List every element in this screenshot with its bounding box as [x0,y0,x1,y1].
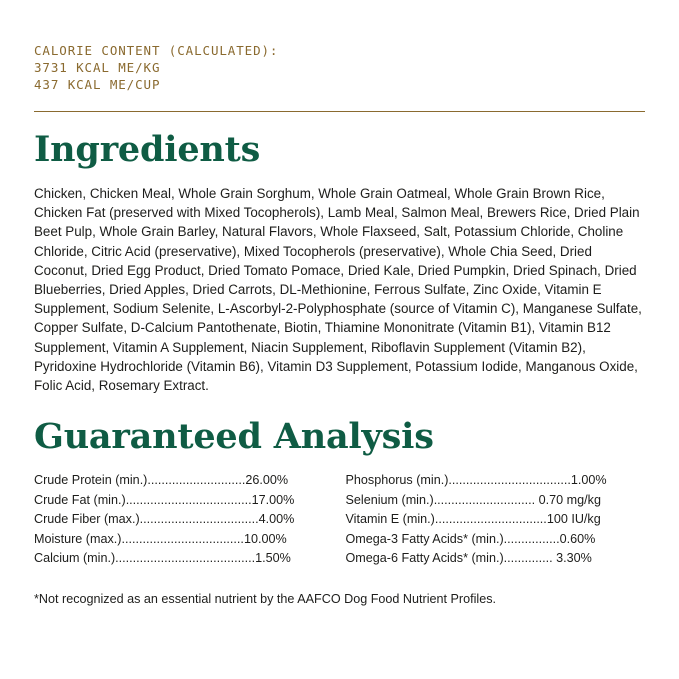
ga-value: 4.00% [258,512,295,527]
ga-value: 1.00% [570,473,607,488]
ga-label: Phosphorus (min.) [345,473,449,488]
guaranteed-analysis-title: Guaranteed Analysis [34,416,434,458]
ga-value: 3.30% [552,551,592,566]
calorie-content-block [34,0,645,93]
ga-label: Moisture (max.) [34,531,122,546]
table-row [346,471,646,491]
table-row [346,491,646,511]
ga-label: Calcium (min.) [34,551,116,566]
ga-dots: ................ [503,531,560,546]
table-row [346,549,646,569]
ga-label: Crude Protein (min.) [34,473,148,488]
aafco-footnote: *Not recognized as an essential nutrient by the AAFCO Dog Food Nutrient Profiles. [34,591,497,606]
ga-label: Crude Fat (min.) [34,492,126,507]
ga-value: 100 IU/kg [546,512,601,527]
ga-dots: ................................... [448,473,571,488]
ga-dots: ............................. [433,492,536,507]
table-row [34,491,340,511]
table-row [34,471,340,491]
table-row [346,510,646,530]
ga-dots: ........................................ [115,551,256,566]
calorie-kcal-per-cup: 437 KCAL ME/CUP [34,77,161,92]
ingredients-title: Ingredients [34,129,261,170]
ga-dots: .................................. [139,512,259,527]
ga-label: Crude Fiber (max.) [34,512,140,527]
table-row [34,530,340,550]
ga-value: 10.00% [243,531,287,546]
ga-dots: ............................ [147,473,246,488]
calorie-content-heading: CALORIE CONTENT (CALCULATED): [34,43,279,58]
ga-label: Selenium (min.) [345,492,434,507]
ga-dots: .................................... [125,492,252,507]
ga-label: Omega-3 Fatty Acids* (min.) [345,531,504,546]
guaranteed-analysis-column-right [340,471,646,569]
ga-label: Vitamin E (min.) [345,512,435,527]
ga-value: 0.70 mg/kg [535,492,601,507]
ga-label: Omega-6 Fatty Acids* (min.) [345,551,504,566]
divider-rule [34,111,645,112]
table-row [34,549,340,569]
calorie-kcal-per-kg: 3731 KCAL ME/KG [34,60,161,75]
ga-value: 17.00% [251,492,295,507]
guaranteed-analysis-table [34,471,645,569]
ga-value: 0.60% [559,531,596,546]
table-row [346,530,646,550]
ga-dots: ................................... [121,531,244,546]
ingredients-text: Chicken, Chicken Meal, Whole Grain Sorghum, Whole Grain Oatmeal, Whole Grain Brown Rice, Chicken Fat (preserved with Mixed Tocopherols), Lamb Meal, Salmon Meal, Brewers Rice, Dried Plain Beet Pulp, Whole Grain Barley, Natural Flavors, Whole Flaxseed, Salt, Potassium Chloride, Choline Chloride, Citric Acid (preservative), Mixed Tocopherols (preservative), Whole Chia Seed, Dried Coconut, Dried Egg Product, Dried Tomato Pomace, Dried Kale, Dried Pumpkin, Dried Spinach, Dried Blueberries, Dried Apples, Dried Carrots, DL-Methionine, Ferrous Sulfate, Zinc Oxide, Vitamin E Supplement, Sodium Selenite, L-Ascorbyl-2-Polyphosphate (source of Vitamin C), Manganese Sulfate, Copper Sulfate, D-Calcium Pantothenate, Biotin, Thiamine Mononitrate (Vitamin B1), Vitamin B12 Supplement, Vitamin A Supplement, Niacin Supplement, Riboflavin Supplement (Vitamin B2), Pyridoxine Hydrochloride (Vitamin B6), Vitamin D3 Supplement, Potassium Iodide, Manganous Oxide, Folic Acid, Rosemary Extract. [34,186,642,394]
ga-dots: .............. [503,551,553,566]
ga-value: 26.00% [245,473,289,488]
guaranteed-analysis-column-left [34,471,340,569]
table-row [34,510,340,530]
ga-value: 1.50% [255,551,291,566]
ga-dots: ................................ [434,512,547,527]
